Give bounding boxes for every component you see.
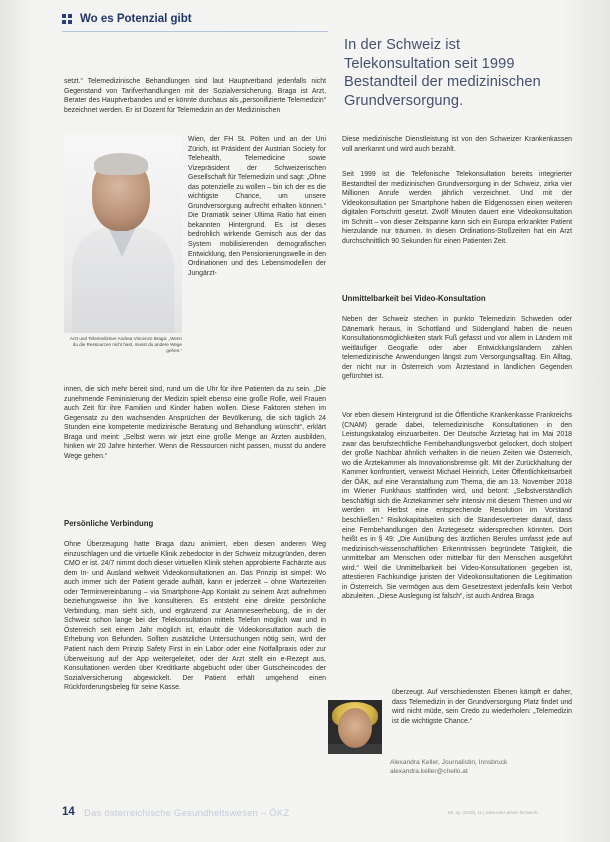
- author-name: Alexandra Keller, Journalistin, Innsbruck: [390, 759, 508, 766]
- header-divider: [62, 31, 328, 32]
- left-intro-paragraph: [64, 77, 326, 115]
- grid-dots-icon: [62, 14, 72, 24]
- paragraph: innen, die sich mehr bereit sind, rund um die Uhr für ihre Patienten da zu sein. „Die zunehmende Feminisierung der Medizin spielt ebenso eine große Rolle, weil Frauen auch Zeit für ihre Familien und Kinder haben wollen. Diese Faktoren stehen im Gegensatz zu den wachsenden Ansprüchen der Bevölkerung, die sich täglich 24 Stunden eine kompetente medizinische Beratung und Behandlung wünscht“, erklärt Braga und meint: „Selbst wenn wir jetzt eine große Menge an Ärzten ausbilden, hinken wir 20 Jahre hinterher. Wenn die Ressourcen nicht passen, musst du andere Wege gehen.“: [64, 386, 326, 460]
- right-paragraph-1: [342, 135, 572, 154]
- section-title: Wo es Potenzial gibt: [80, 13, 192, 25]
- author-signature: [390, 758, 580, 776]
- paragraph: Seit 1999 ist die Telefonische Telekonsultation bereits integrierter Bestandteil der medizinischen Grundversorgung in der Schweiz, zirka vier Millionen Anrufe werden jährlich verzeichnet. Und mit der Videokonsultation per Smartphone haben die Eidgenossen einen weiteren digitalen Fortschritt gesetzt. Zwölf Minuten dauert eine Videokonsultation im Schnitt – von dieser Zeitspanne kann sich ein Europa erkrankter Patient hierzulande nur träumen. In diesen Ordinations-Stoßzeiten hat ein Arzt durchschnittlich 90 Sekunden für einen Patienten Zeit.: [342, 171, 572, 245]
- photo-caption: Arzt und Telemediziner Andrea Vincenzo Braga: „Wenn du die Ressourcen nicht hast, musst du andere Wege gehen.“: [69, 336, 182, 353]
- paragraph: Vor eben diesem Hintergrund ist die Öffentliche Krankenkasse Frankreichs (CNAM) gerade dabei, telemedizinische Konsultationen in den Leistungskatalog einzuarbeiten. Der Deutsche Ärztetag hat im Mai 2018 zwar das berufsrechtliche Fernbehandlungsverbot gelockert, doch stolpert der große Nachbar ähnlich verhalten in die neuen Zeiten wie Österreich, wo die Ärztekammer als Innovationsbremse gilt. Mit der Zurückhaltung der Kammer konfrontiert, verweist Michael Heinrich, Leiter Öffentlichkeitsarbeit der ÖÄK, auf eine Veranstaltung zum Thema, die am 13. November 2018 im Wiener Funkhaus stattfinden wird, und betont: „Selbstverständlich beschäftigt sich die Ärztekammer sehr intensiv mit diesem Themen und wir werden im Herbst eine entsprechende Resolution im Vorstand beschließen.“ Risikokapitalseiten sich die Standesvertreter darauf, dass eine Fernbehandlungen den Ärztegesetz widersprechen könnten. Dort heißt es in § 49: „Die Ausübung des ärztlichen Berufes umfasst jede auf medizinisch-wissenschaftlichen Erkenntnissen begründete Tätigkeit, die unmittelbar am Menschen oder mittelbar für den Menschen ausgeführt wird.“ Weil die Unmittelbarkeit bei Video-Konsultationen gegeben ist, attestieren Fachkundige juristen der Videokonsultationen die Legitimation in Österreich. Sie vermögen aus dem Gesetzestext jedenfalls kein Verbot abzuleiten. „Diese Auslegung ist falsch“, ist auch Andrea Braga: [342, 412, 572, 601]
- paragraph: setzt.“ Telemedizinische Behandlungen sind laut Hauptverband jedenfalls nicht Gegenstand von Tarifverhandlungen mit der Sozialversicherung. Braga ist Arzt, Berater des Hauptverbandes und er könnte durchaus als „personifizierte Telemedizin“ bezeichnet werden. Er ist Dozent für Telemedizin an der Medizinischen: [64, 78, 326, 114]
- right-paragraph-2: [342, 170, 572, 246]
- paragraph: Neben der Schweiz stechen in punkto Telemedizin Schweden oder Dänemark heraus, in Schottland und Südengland haben die neuen Konsultationsmöglichkeiten stark Fuß gefasst und vor allem in Ländern mit weitläufiger Geografie oder aber Entwicklungsländern zählen telemedizinische Anwendungen längst zum Versorgungsalltag. Ein Alltag, der nicht nur in Österreich vom Ärztestand in ländlichen Gegenden gefürchtet ist.: [342, 316, 572, 381]
- paragraph: überzeugt. Auf verschiedensten Ebenen kämpft er daher, dass Telemedizin in der Grundversorgung Platz findet und wird nicht müde, sein Credo zu wiederholen: „Telemedizin ist die wichtigste Chance.“: [392, 689, 572, 725]
- subheading-unmittelbarkeit: Unmittelbarkeit bei Video-Konsultation: [342, 294, 486, 303]
- footer-publication-title: Das österreichische Gesundheitswesen – ÖKZ: [84, 808, 290, 819]
- left-bottom-paragraph: [64, 540, 326, 693]
- paragraph: Diese medizinische Dienstleistung ist von den Schweizer Krankenkassen voll anerkannt und wird auch bezahlt.: [342, 136, 572, 153]
- author-email: alexandra.keller@chello.at: [390, 768, 468, 775]
- footer-issue-info: 59. Jg. (2018), 11 | www.oekz.at/okz-fachwerk: [448, 810, 538, 815]
- left-main-paragraph: [64, 385, 326, 461]
- author-photo: [328, 700, 382, 754]
- right-paragraph-3: [342, 315, 572, 382]
- right-paragraph-5: [392, 688, 572, 726]
- right-paragraph-4: [342, 411, 572, 602]
- subheading-persoenliche-verbindung: Persönliche Verbindung: [64, 519, 154, 528]
- pull-quote: In der Schweiz ist Telekonsultation seit 1999 Bestandteil der medizinischen Grundversorgung.: [344, 37, 541, 109]
- paragraph: Wien, der FH St. Pölten und an der Uni Zürich, ist Präsident der Austrian Society for Telehealth, Telemedicine sowie Vizepräsident der Schweizerischen Gesellschaft für Telemedizin und sagt: „Ohne das potenzielle zu wollen – bin ich der es die wichtigste Chance, um unsere Grundversorgung aufrecht erhalten können.“ Die Dramatik seiner Ultima Ratio hat einen bekannten Hintergrund. Es ist dieses bedrohlich wirkende Gemisch aus der das System mobilisierenden demografischen Entwicklung, den Pensionierungswelle in den Ordinationen und des Lebensmodellen der Jungärzt-: [188, 136, 326, 277]
- page-number: 14: [62, 806, 75, 818]
- portrait-photo-braga: [64, 135, 182, 333]
- section-header: [62, 13, 192, 25]
- left-side-paragraph: [188, 135, 326, 278]
- paragraph: Ohne Überzeugung hatte Braga dazu animiert, eben diesen anderen Weg einzuschlagen und die virtuelle Klinik zebedoctor in der Schweiz mitzugründen, deren CMO er ist. 24/7 nimmt doch dieser virtuellen Klinik stehen approbierte Fachärzte aus dem In- und Ausland weltweit Videokonsultationen an. Das Prinzip ist simpel: Wo auch immer sich der Patient gerade aufhält, kann er jederzeit – ohne Wartezeiten oder Terminvereinbarung – via Smartphone-App Kontakt zu seinem Arzt aufnehmen beziehungsweise ihn live konsultieren. Es entsteht eine direkte persönliche Verbindung, man sieht sich, und ergänzend zur Anamneseerhebung, die in der Schweiz schon lange bei der Telekonsultation mittels Telefon möglich war und in Österreich seit einem Jahr möglich ist, erlaubt die Videokonsultation auch die Erhebung von Befunden. Sollten zusätzliche Untersuchungen nötig sein, wird der Patient nach dem Prinzip Safety First in ein Labor oder eine Notfallpraxis oder zur Überweisung auf der App weitergeleitet, oder der Arzt stellt ein e-Rezept aus. Konsultationen werden über Kreditkarte abgebucht oder über Gutscheincodes der Sozialversicherung abgewickelt. Der Patient erhält umgehend einen Rückforderungsbeleg für seine Kasse.: [64, 541, 326, 692]
- portrait-hair: [94, 153, 148, 175]
- author-face: [338, 708, 372, 748]
